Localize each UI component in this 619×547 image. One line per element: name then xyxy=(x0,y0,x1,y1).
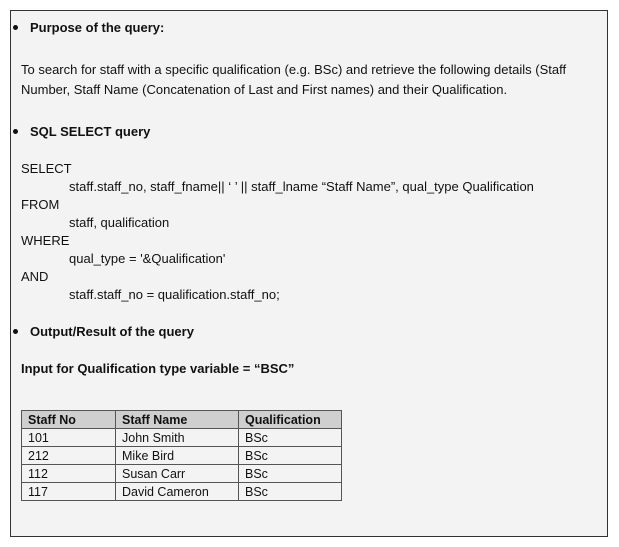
sql-from-body: staff, qualification xyxy=(69,215,170,230)
sql-heading: SQL SELECT query xyxy=(30,124,151,139)
table-header-row xyxy=(22,411,342,429)
cell-staff-no: 112 xyxy=(22,465,116,483)
cell-qualification: BSc xyxy=(239,483,342,501)
sql-select-keyword: SELECT xyxy=(21,161,72,176)
cell-staff-name: Susan Carr xyxy=(116,465,239,483)
cell-staff-no: 117 xyxy=(22,483,116,501)
cell-qualification: BSc xyxy=(239,465,342,483)
purpose-text-line2: Number, Staff Name (Concatenation of Last and First names) and their Qualification. xyxy=(21,82,508,97)
cell-staff-no: 101 xyxy=(22,429,116,447)
sql-select-body: staff.staff_no, staff_fname|| ‘ ’ || staff_lname “Staff Name”, qual_type Qualification xyxy=(69,179,534,194)
sql-where-keyword: WHERE xyxy=(21,233,70,248)
column-header: Staff Name xyxy=(116,411,239,429)
column-header: Qualification xyxy=(239,411,342,429)
purpose-text-line1: To search for staff with a specific qualification (e.g. BSc) and retrieve the following details (Staff xyxy=(21,62,567,77)
column-header: Staff No xyxy=(22,411,116,429)
bullet-icon xyxy=(13,25,18,30)
cell-staff-no: 212 xyxy=(22,447,116,465)
sql-from-keyword: FROM xyxy=(21,197,60,212)
cell-staff-name: David Cameron xyxy=(116,483,239,501)
result-table xyxy=(21,410,342,501)
sql-and-body: staff.staff_no = qualification.staff_no; xyxy=(69,287,280,302)
sql-where-body: qual_type = '&Qualification' xyxy=(69,251,226,266)
purpose-heading: Purpose of the query: xyxy=(30,20,165,35)
sql-and-keyword: AND xyxy=(21,269,49,284)
cell-staff-name: John Smith xyxy=(116,429,239,447)
table-row xyxy=(22,483,342,501)
input-line: Input for Qualification type variable = “BSC” xyxy=(21,361,295,376)
table-row xyxy=(22,465,342,483)
bullet-icon xyxy=(13,129,18,134)
output-heading: Output/Result of the query xyxy=(30,324,194,339)
bullet-icon xyxy=(13,329,18,334)
cell-qualification: BSc xyxy=(239,429,342,447)
cell-staff-name: Mike Bird xyxy=(116,447,239,465)
cell-qualification: BSc xyxy=(239,447,342,465)
table-row xyxy=(22,447,342,465)
table-row xyxy=(22,429,342,447)
